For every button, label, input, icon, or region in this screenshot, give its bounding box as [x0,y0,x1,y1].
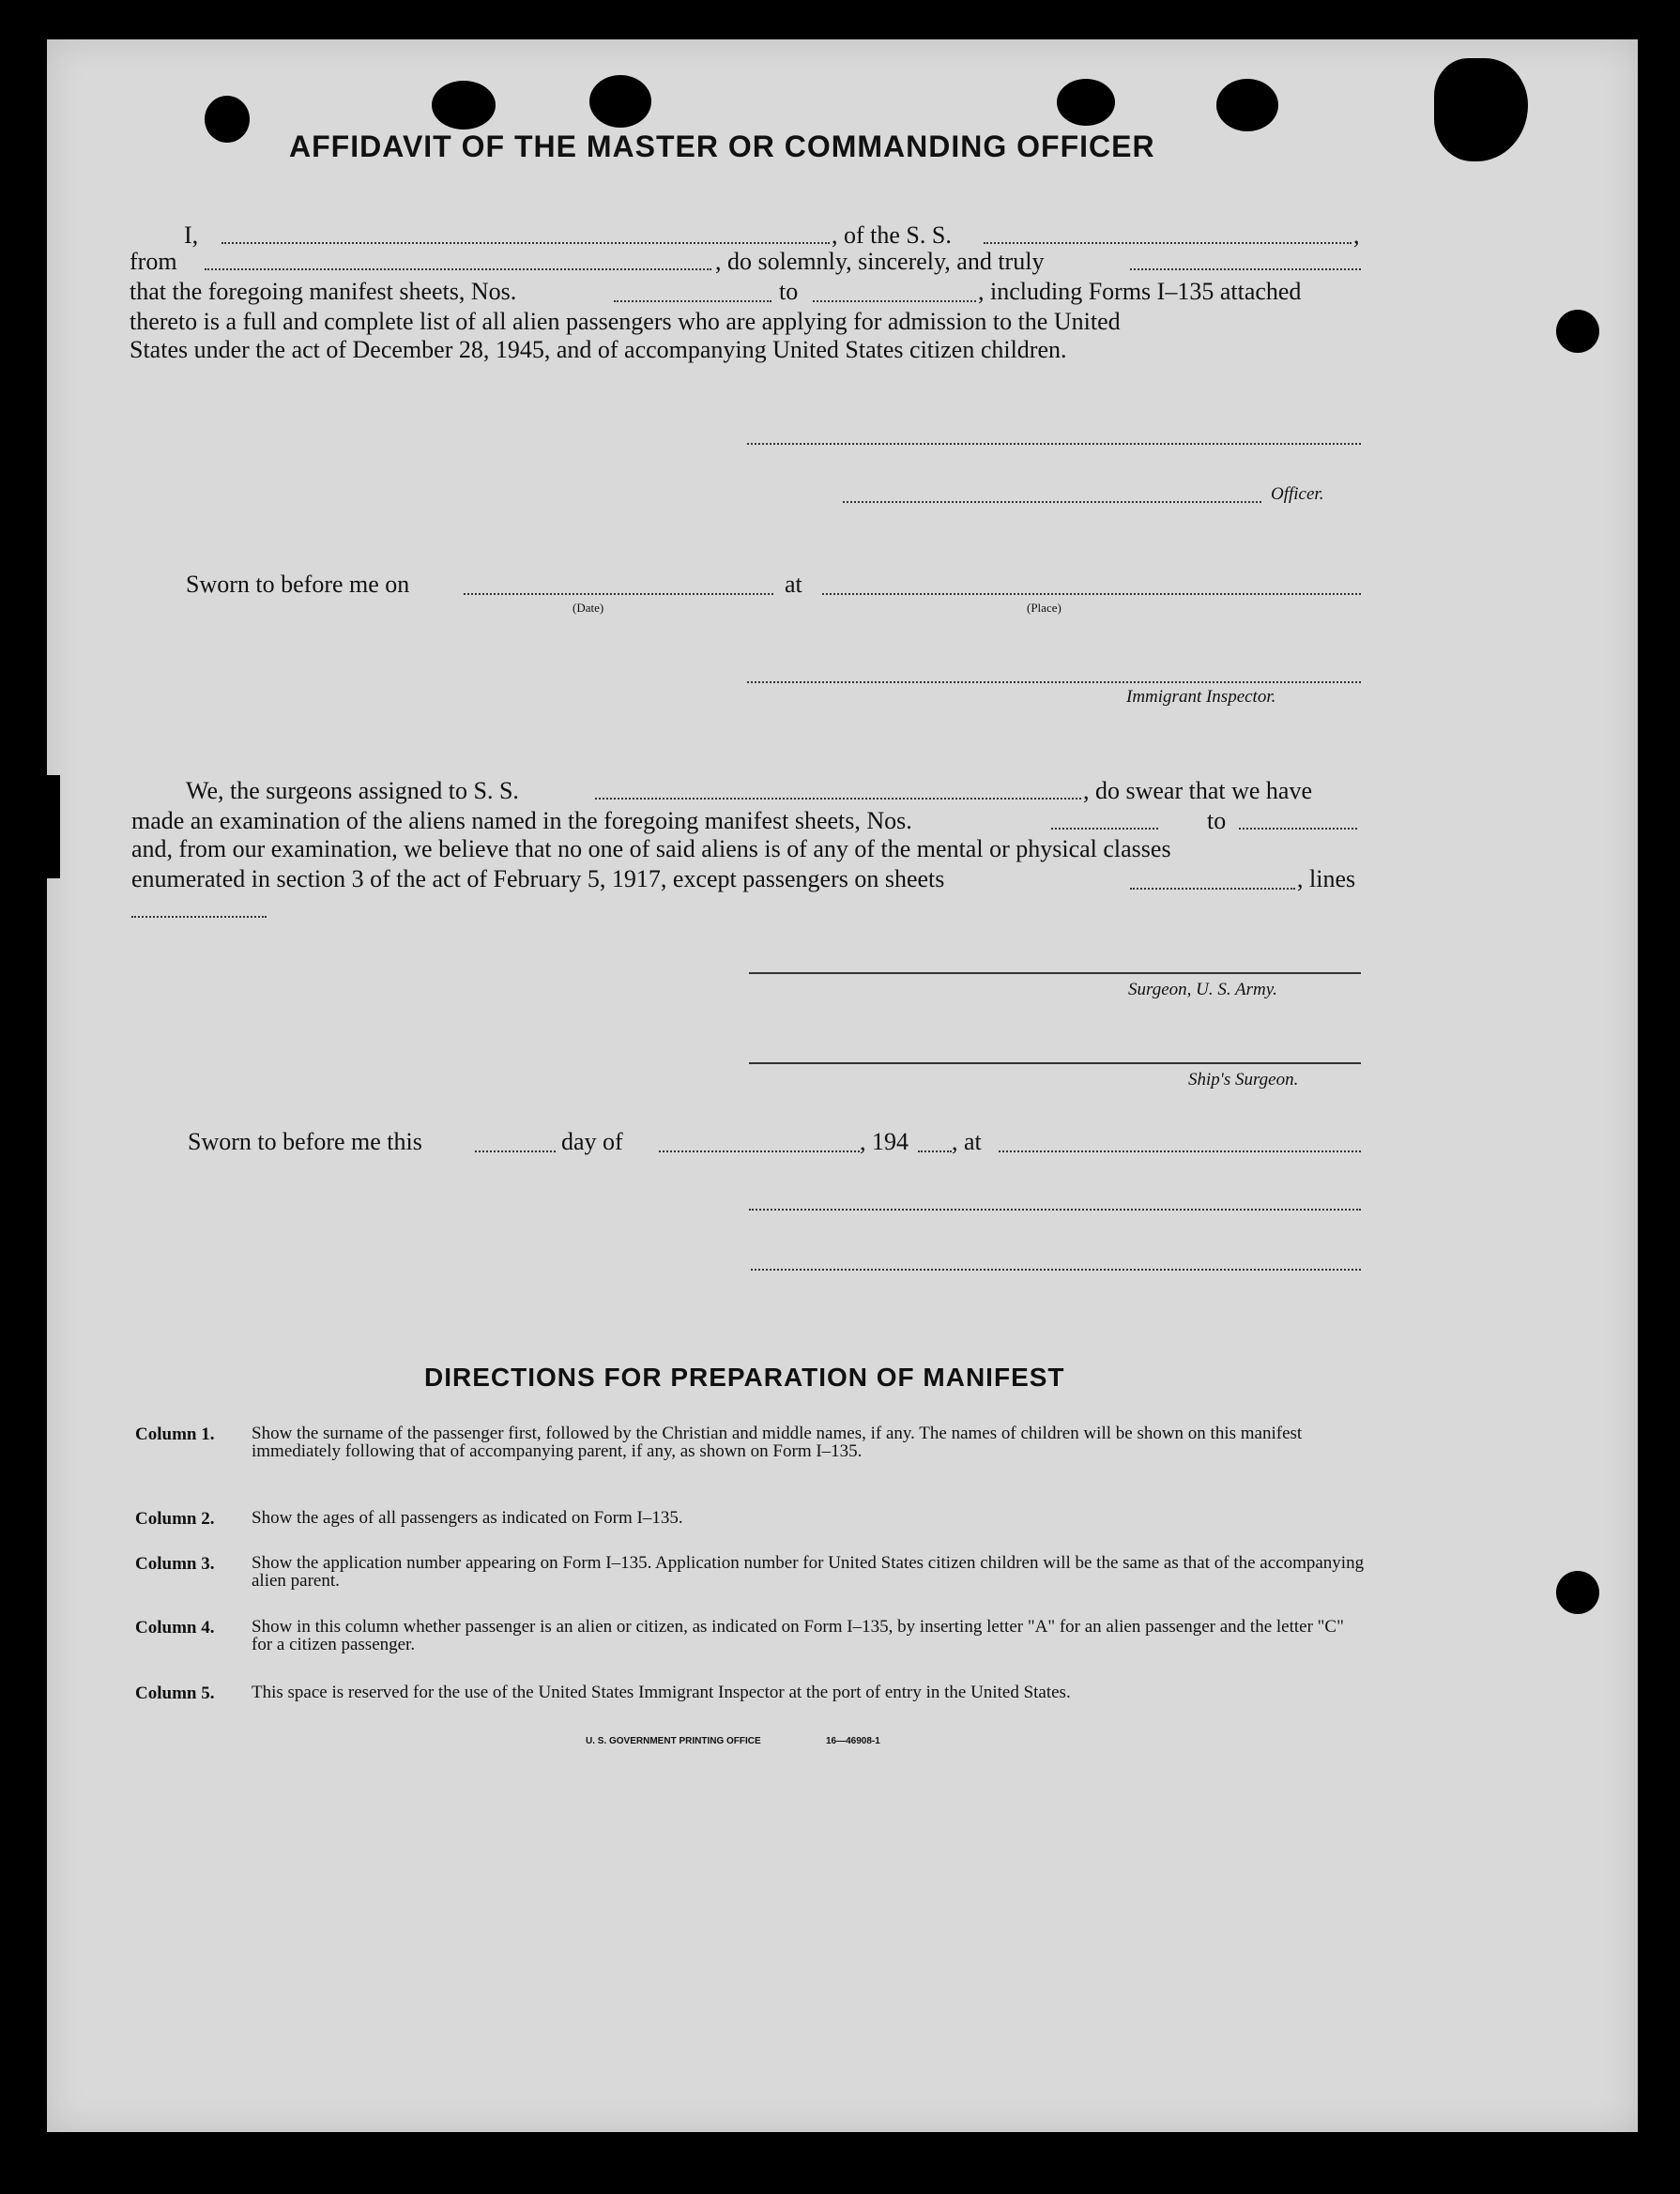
place-caption: (Place) [1027,601,1061,615]
surgeons-ship-field[interactable] [595,798,1081,800]
sworn2-place-field[interactable] [999,1150,1361,1152]
sheet-to-field[interactable] [813,300,976,302]
punch-hole-decoration [432,81,496,130]
ships-surgeon-label: Ship's Surgeon. [1188,1070,1299,1089]
affidavit-i-label: I, [184,221,199,249]
date-caption: (Date) [573,601,604,615]
officer-signature-line[interactable] [747,443,1361,445]
affidavit-comma: , [1353,221,1360,249]
punch-hole-decoration [1556,310,1599,353]
surgeons-line2-a: made an examination of the aliens named in the foregoing manifest sheets, Nos. [131,807,912,834]
sworn-place-field[interactable] [822,593,1361,595]
affidavit-manifest-sheets-text: that the foregoing manifest sheets, Nos. [130,278,517,305]
punch-hole-decoration [1556,1571,1599,1614]
edge-mark-decoration [41,775,60,878]
surgeons-sheets-field[interactable] [1130,888,1295,890]
punch-hole-decoration [1216,79,1278,131]
affidavit-to-label: to [779,278,799,305]
surgeons-line1-a: We, the surgeons assigned to S. S. [186,777,519,804]
sworn2-text-d: , at [952,1128,982,1155]
surgeons-line4-b: , lines [1297,865,1356,892]
surgeons-sheet-to-field[interactable] [1239,828,1357,830]
punch-hole-decoration [589,75,651,128]
from-port-field[interactable] [205,268,711,270]
inspector-label: Immigrant Inspector. [1126,687,1276,707]
affidavit-of-ss-label: , of the S. S. [832,221,952,249]
sworn2-text-b: day of [561,1128,623,1155]
surgeons-line4-a: enumerated in section 3 of the act of February 5, 1917, except passengers on sheets [131,865,945,892]
officer-title-line[interactable] [843,501,1261,503]
inspector-signature-line[interactable] [747,681,1361,683]
affidavit-solemnly-text: , do solemnly, sincerely, and truly [715,248,1045,275]
sworn2-month-field[interactable] [659,1150,860,1152]
oath-field[interactable] [1130,268,1361,270]
sworn2-day-field[interactable] [475,1150,556,1152]
column-4-label: Column 4. [135,1618,215,1638]
punch-hole-decoration [1057,79,1115,126]
column-5-text: This space is reserved for the use of the United States Immigrant Inspector at the port of entry in the United States. [252,1683,1071,1702]
sworn-at-label: at [785,571,802,598]
master-name-field[interactable] [221,242,830,244]
directions-title: DIRECTIONS FOR PREPARATION OF MANIFEST [424,1363,1065,1392]
sworn2-text-c: , 194 [860,1128,909,1155]
sworn2-year-field[interactable] [918,1150,952,1152]
army-surgeon-label: Surgeon, U. S. Army. [1128,980,1277,999]
sheet-from-field[interactable] [614,300,771,302]
column-2-label: Column 2. [135,1509,215,1529]
sworn2-text-a: Sworn to before me this [188,1128,422,1155]
column-3-label: Column 3. [135,1554,215,1574]
affidavit-title: AFFIDAVIT OF THE MASTER OR COMMANDING OFFICER [289,130,1155,163]
affidavit-forms-text: , including Forms I–135 attached [978,278,1302,305]
ships-surgeon-signature-line[interactable] [749,1062,1361,1064]
surgeons-line3: and, from our examination, we believe that no one of said aliens is of any of the mental or physical classes [131,835,1171,862]
sworn-date-field[interactable] [464,593,773,595]
sworn2-signature-line[interactable] [749,1209,1361,1211]
column-4-text: Show in this column whether passenger is an alien or citizen, as indicated on Form I–135, by inserting letter "A" for an alien passenger and the letter "C" for a citizen passenger. [252,1617,1344,1654]
surgeons-lines-field[interactable] [131,916,267,918]
gpo-imprint: U. S. GOVERNMENT PRINTING OFFICE [586,1736,761,1746]
army-surgeon-signature-line[interactable] [749,972,1361,974]
officer-label: Officer. [1271,484,1324,504]
column-1-label: Column 1. [135,1425,215,1444]
punch-hole-decoration [205,96,250,143]
surgeons-sheet-from-field[interactable] [1051,828,1158,830]
affidavit-from-label: from [130,248,177,275]
column-1-text: Show the surname of the passenger first, followed by the Christian and middle names, if any. The names of children will be shown on this manifest immediately following that of accompanying parent, if any, as shown on Form I–135. [252,1424,1303,1461]
sworn-before-text: Sworn to before me on [186,571,410,598]
form-code: 16—46908-1 [826,1736,880,1746]
surgeons-to-label: to [1207,807,1227,834]
column-2-text: Show the ages of all passengers as indicated on Form I–135. [252,1508,683,1528]
surgeons-line1-b: , do swear that we have [1083,777,1313,804]
affidavit-body-line5: States under the act of December 28, 1945, and of accompanying United States citizen children. [130,336,1067,363]
column-3-text: Show the application number appearing on Form I–135. Application number for United States citizen children will be the same as that of the accompanying alien parent. [252,1553,1365,1591]
affidavit-body-line4: thereto is a full and complete list of all alien passengers who are applying for admission to the United [130,308,1121,335]
ship-name-field[interactable] [984,242,1352,244]
sworn2-title-line[interactable] [751,1269,1361,1271]
column-5-label: Column 5. [135,1684,215,1703]
